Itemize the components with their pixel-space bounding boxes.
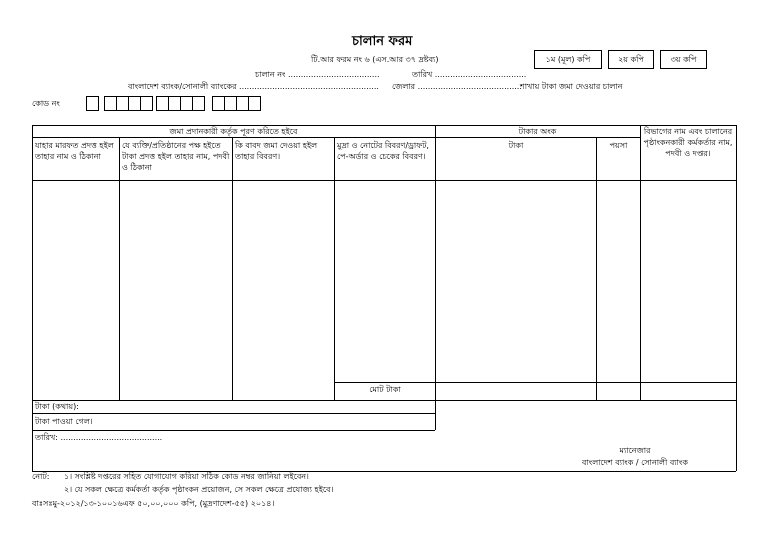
column-header-payer: যাহার মারফত প্রদত্ত হইল তাহার নাম ও ঠিকানা xyxy=(35,141,114,161)
amount-in-words-field[interactable]: টাকা (কথায়): xyxy=(35,402,79,411)
entry-area-paisa[interactable] xyxy=(597,181,640,382)
amount-received-label: টাকা পাওয়া গেল। xyxy=(35,417,93,426)
column-header-on-behalf: যে ব্যক্তি/প্রতিষ্ঠানের পক্ষ হইতে টাকা প্রদত্ত হইল তাহার নাম, পদবী ও ঠিকানা xyxy=(122,141,230,172)
entry-area-taka[interactable] xyxy=(436,181,596,382)
entry-area-department[interactable] xyxy=(641,181,736,400)
entry-area-payer[interactable] xyxy=(33,181,119,400)
depositor-group-header: জমা প্রদানকারী কর্তৃক পূরণ করিতে হইবে xyxy=(169,127,298,136)
challan-no-field[interactable]: চালান নং .................................... xyxy=(255,70,380,79)
copy-box-original: ১ম (মূল) কপি xyxy=(534,50,602,69)
copy-box-second: ২য় কপি xyxy=(608,50,654,69)
column-header-purpose: কি বাবদ জমা দেওয়া হইল তাহার বিবরণ। xyxy=(235,141,318,161)
code-no-label: কোড নং xyxy=(32,99,60,108)
print-info: বাঃসঃমু-২০১২/১৩-১০০১৬এফ ৫০,০০,০০০ কপি, (মুদ্রণাদেশ-৫৫) ২০১৪। xyxy=(32,499,275,508)
notes-label: নোট: xyxy=(32,472,50,481)
entry-area-currency-details[interactable] xyxy=(335,181,435,382)
form-reference: টি.আর ফরম নং ৬ (এস.আর ৩৭ দ্রষ্টব্য) xyxy=(311,55,439,64)
column-header-taka: টাকা xyxy=(508,141,524,150)
column-header-currency-details: মুদ্রা ও নোটের বিবরণ/ড্রাফট, পে-অর্ডার ও চেকের বিবরণ। xyxy=(337,141,429,161)
receipt-date-field[interactable]: তারিখ: ........................................ xyxy=(35,433,163,442)
total-label: মোট টাকা xyxy=(369,385,401,394)
copy-box-third: ৩য় কপি xyxy=(660,50,707,69)
entry-area-on-behalf[interactable] xyxy=(120,181,232,400)
note-one: ১। সংশ্লিষ্ট দপ্তরের সহিত যোগাযোগ করিয়া সঠিক কোড নম্বর জানিয়া লইবেন। xyxy=(64,472,309,481)
district-field[interactable]: জেলার ......................................... xyxy=(392,82,522,91)
note-two: ২। যে সকল ক্ষেত্রে কর্মকর্তা কর্তৃক পৃষ্ঠাংকন প্রয়োজন, সে সকল ক্ষেত্রে প্রযোজ্য হইবে। xyxy=(64,485,334,494)
column-header-paisa: পয়সা xyxy=(609,141,628,150)
manager-label: ম্যানেজার xyxy=(619,446,651,455)
form-title: চালান ফরম xyxy=(352,34,413,49)
bank-name-field[interactable]: বাংলাদেশ ব্যাংক/সোনালী ব্যাংকের ....................................................... xyxy=(128,82,379,91)
branch-deposit-label: শাখায় টাকা জমা দেওয়ার চালান xyxy=(520,82,623,91)
manager-bank-label: বাংলাদেশ ব্যাংক / সোনালী ব্যাংক xyxy=(582,458,688,467)
entry-area-purpose[interactable] xyxy=(233,181,334,400)
date-field[interactable]: তারিখ .................................... xyxy=(412,70,527,79)
department-header: বিভাগের নাম এবং চালানের পৃষ্ঠাংকনকারী কর্মকর্তার নাম, পদবী ও দপ্তর। xyxy=(643,127,733,158)
amount-group-header: টাকার অংক xyxy=(518,127,557,136)
